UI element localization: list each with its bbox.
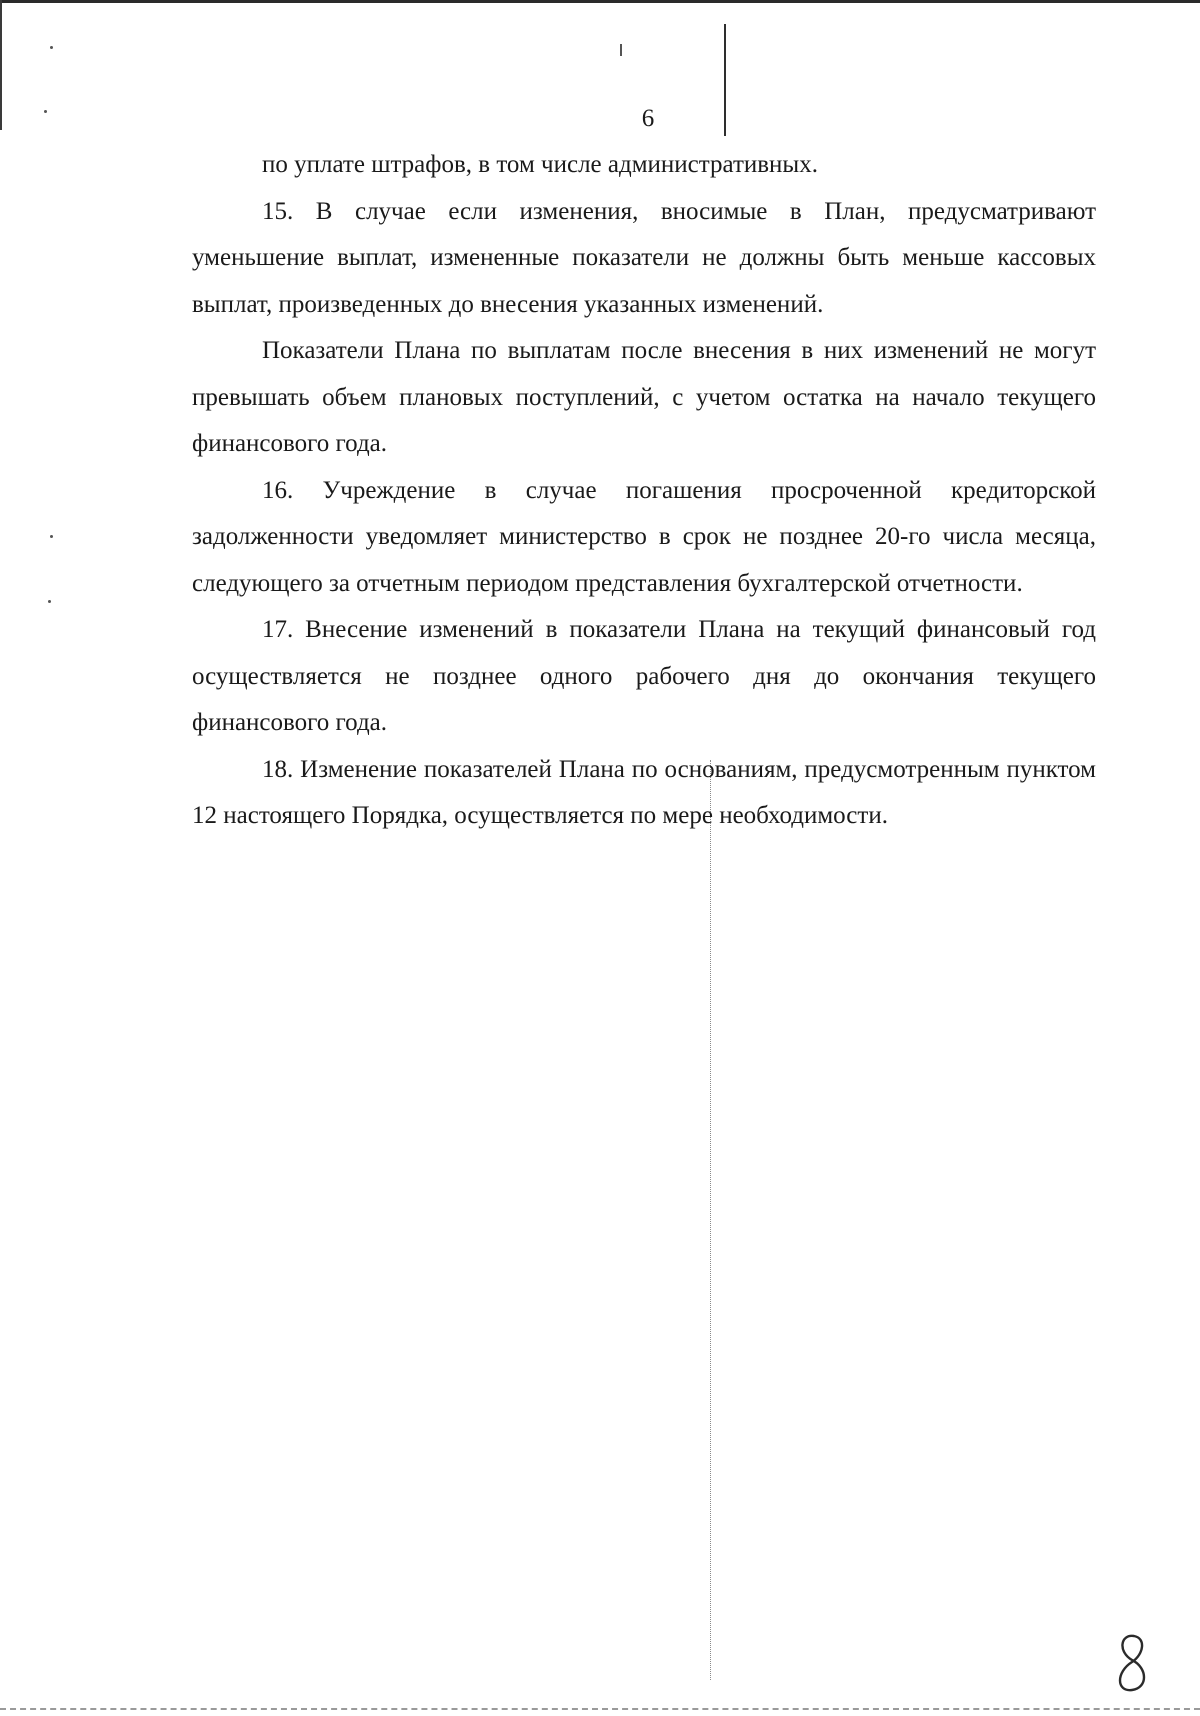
- scan-speck: [48, 600, 51, 603]
- scan-speck: [50, 535, 53, 538]
- paragraph-item-15: 15. В случае если изменения, вносимые в План, предусматривают уменьшение выплат, измененные показатели не должны быть меньше кассовых выплат, произведенных до внесения указанных изменений.: [192, 197, 1096, 318]
- scan-edge-bottom: [0, 1708, 1200, 1710]
- page-number: 6: [641, 105, 655, 132]
- handwritten-sheet-number: [1104, 1630, 1160, 1694]
- scan-edge-left: [0, 0, 2, 130]
- scan-edge-top: [0, 0, 1200, 3]
- paragraph-item-17: 17. Внесение изменений в показатели Плана на текущий финансовый год осуществляется не позднее одного рабочего дня до окончания текущего финансового года.: [192, 616, 1096, 736]
- fold-dots: [710, 760, 711, 1680]
- paragraph-item-16: 16. Учреждение в случае погашения просроченной кредиторской задолженности уведомляет министерство в срок не позднее 20-го числа месяца, следующего за отчетным периодом представления бухгалтерской отчетности.: [192, 476, 1096, 597]
- scan-speck: [620, 44, 622, 56]
- document-body: [192, 142, 1096, 840]
- fold-line: [724, 24, 726, 136]
- paragraph-item-15-cont: Показатели Плана по выплатам после внесения в них изменений не могут превышать объем плановых поступлений, с учетом остатка на начало текущего финансового года.: [192, 337, 1096, 457]
- scan-speck: [50, 46, 53, 49]
- scan-speck: [44, 110, 47, 113]
- paragraph-continuation: по уплате штрафов, в том числе административных.: [262, 151, 818, 178]
- paragraph-item-18: 18. Изменение показателей Плана по основаниям, предусмотренным пунктом 12 настоящего Порядка, осуществляется по мере необходимости.: [192, 755, 1096, 829]
